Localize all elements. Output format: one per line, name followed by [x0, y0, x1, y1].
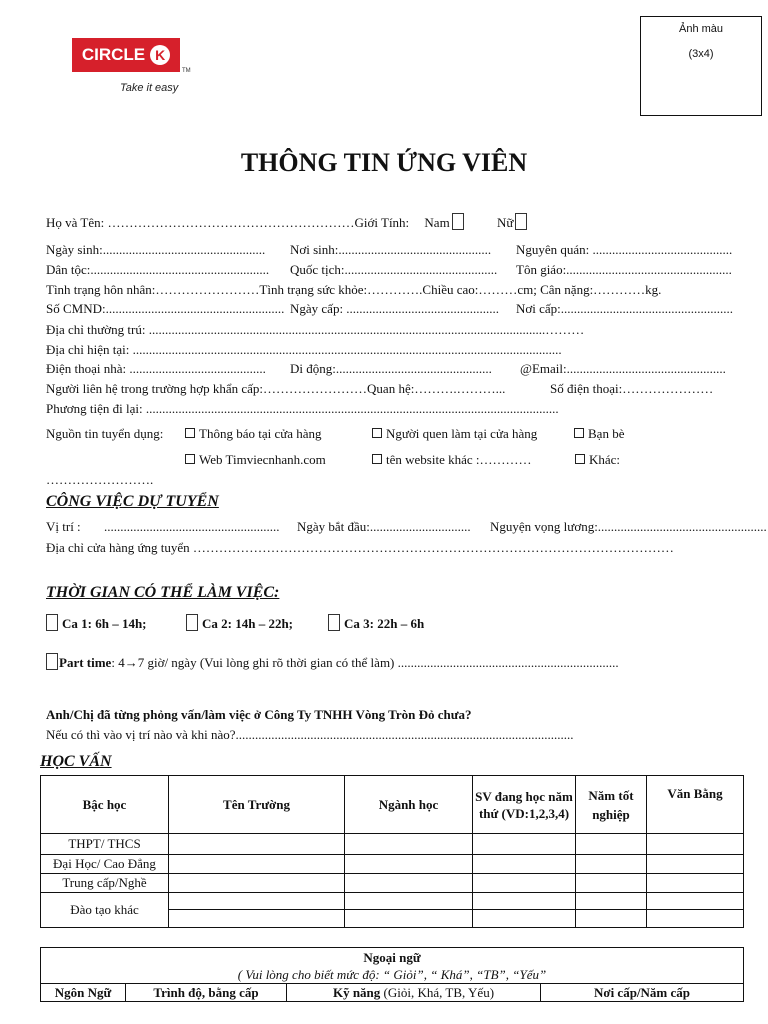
hometown-field[interactable]: Nguyên quán: ...........................................: [516, 242, 733, 257]
option-label: Khác:: [589, 452, 621, 467]
language-title-row: [41, 948, 744, 984]
option-label: Thông báo tại cửa hàng: [199, 426, 322, 441]
shift-2[interactable]: [186, 614, 293, 632]
emergency-contact-field[interactable]: Người liên hệ trong trường hợp khẩn cấp:……………………Quan hệ:……….………...: [46, 381, 506, 396]
home-phone-field[interactable]: Điện thoại nhà: ..........................................: [46, 361, 266, 376]
start-date-field[interactable]: Ngày bắt đầu:...............................: [297, 519, 471, 534]
col-grad: Năm tốt nghiệp: [576, 776, 647, 834]
shift-2-checkbox[interactable]: [186, 614, 198, 631]
mobile-field[interactable]: Di động:................................................: [290, 361, 492, 376]
cell[interactable]: [473, 874, 576, 893]
shift-label: Ca 1: 6h – 14h;: [62, 616, 147, 631]
cell[interactable]: [576, 893, 647, 910]
birthplace-field[interactable]: Nơi sinh:...............................................: [290, 242, 492, 257]
religion-field[interactable]: Tôn giáo:...................................................: [516, 262, 732, 277]
col-issued: Nơi cấp/Năm cấp: [541, 984, 744, 1002]
table-header-row: [41, 776, 744, 834]
page-title: THÔNG TIN ỨNG VIÊN: [240, 148, 528, 177]
current-address-field[interactable]: Địa chỉ hiện tại: ....................................................................................................................................: [46, 342, 562, 357]
position-field[interactable]: ......................................................: [104, 519, 280, 534]
cell[interactable]: [345, 893, 473, 910]
availability-heading: THỜI GIAN CÓ THỂ LÀM VIỆC:: [46, 584, 280, 601]
email-field[interactable]: @Email:.................................................: [520, 361, 726, 376]
cell[interactable]: [169, 893, 345, 910]
trademark-symbol: TM: [182, 68, 191, 74]
cell[interactable]: [345, 874, 473, 893]
table-row[interactable]: [41, 855, 744, 874]
cell[interactable]: [576, 834, 647, 855]
education-table: [40, 775, 744, 928]
shift-label: Ca 3: 22h – 6h: [344, 616, 425, 631]
level-cell: THPT/ THCS: [41, 834, 169, 855]
position-label: Vị trí :: [46, 519, 81, 534]
marital-health-row[interactable]: Tình trạng hôn nhân:……………………Tình trạng sức khỏe:………….Chiều cao:………cm; Cân nặng:…………kg.: [46, 282, 662, 297]
col-skill: [287, 984, 541, 1002]
cell[interactable]: [647, 834, 744, 855]
checkbox[interactable]: [185, 454, 195, 464]
female-label: Nữ: [496, 215, 514, 230]
source-other-field[interactable]: …………………….: [46, 472, 154, 487]
cell[interactable]: [345, 834, 473, 855]
ethnicity-field[interactable]: Dân tộc:.......................................................: [46, 262, 270, 277]
cell[interactable]: [576, 910, 647, 928]
cell[interactable]: [647, 910, 744, 928]
col-year: SV đang học năm thứ (VD:1,2,3,4): [473, 776, 576, 834]
photo-size: (3x4): [688, 48, 714, 60]
name-field-label: Họ và Tên: …………………………………………………Giới Tính:: [46, 215, 410, 230]
checkbox[interactable]: [575, 454, 585, 464]
male-checkbox[interactable]: [452, 213, 464, 230]
skill-label: Kỹ năng: [332, 984, 381, 1000]
job-heading: CÔNG VIỆC DỰ TUYỂN: [46, 493, 219, 510]
skill-scale: (Giỏi, Khá, TB, Yếu): [383, 984, 495, 1000]
part-time-row[interactable]: [46, 653, 619, 671]
shift-label: Ca 2: 14h – 22h;: [202, 616, 294, 631]
col-level: Bậc học: [41, 776, 169, 834]
checkbox[interactable]: [372, 428, 382, 438]
cell[interactable]: [473, 834, 576, 855]
cell[interactable]: [647, 874, 744, 893]
shift-3[interactable]: [328, 614, 424, 632]
cell[interactable]: [473, 893, 576, 910]
language-header-row: [41, 984, 744, 1002]
level-cell: Đại Học/ Cao Đẳng: [41, 855, 169, 874]
cell[interactable]: [473, 855, 576, 874]
checkbox[interactable]: [185, 428, 195, 438]
dob-field[interactable]: Ngày sinh:..................................................: [46, 242, 266, 257]
source-option-other-website[interactable]: [372, 452, 532, 468]
cell[interactable]: [345, 910, 473, 928]
part-time-label: Part time: [59, 655, 112, 670]
emergency-phone-field[interactable]: Số điện thoại:…………………: [550, 381, 714, 396]
source-option-web[interactable]: [185, 452, 326, 468]
cell[interactable]: [647, 855, 744, 874]
cell[interactable]: [576, 874, 647, 893]
id-number-field[interactable]: Số CMND:.......................................................: [46, 301, 285, 316]
cell[interactable]: [169, 834, 345, 855]
circle-k-logo: [72, 38, 191, 94]
prior-question: Anh/Chị đã từng phỏng vấn/làm việc ở Công Ty TNHH Vòng Tròn Đỏ chưa?: [46, 707, 472, 722]
language-title: Ngoại ngữ: [363, 949, 421, 965]
shift-1[interactable]: [46, 614, 147, 632]
cell[interactable]: [169, 855, 345, 874]
col-qualification: Trình độ, bằng cấp: [126, 984, 287, 1002]
id-issue-place-field[interactable]: Nơi cấp:.....................................................: [516, 301, 734, 316]
photo-label: Ảnh màu: [678, 23, 724, 35]
source-option-acquaintance[interactable]: [372, 426, 537, 442]
logo-badge: [72, 38, 180, 72]
cell[interactable]: [169, 910, 345, 928]
level-cell: Trung cấp/Nghề: [41, 874, 169, 893]
store-address-field[interactable]: Địa chỉ cửa hàng ứng tuyển …………………………………………………………………………………………………: [46, 540, 674, 555]
female-checkbox[interactable]: [515, 213, 527, 230]
cell[interactable]: [345, 855, 473, 874]
col-school: Tên Trường: [169, 776, 345, 834]
education-heading: HỌC VẤN: [40, 753, 112, 770]
male-label: Nam: [424, 215, 450, 230]
col-major: Ngành học: [345, 776, 473, 834]
part-time-text: : 4→7 giờ/ ngày (Vui lòng ghi rõ thời gian có thể làm) ....................................................................: [111, 655, 619, 670]
part-time-checkbox[interactable]: [46, 653, 58, 670]
checkbox[interactable]: [574, 428, 584, 438]
col-degree: Văn Bằng: [647, 776, 744, 834]
table-row[interactable]: [41, 834, 744, 855]
table-row[interactable]: [41, 874, 744, 893]
source-option-store[interactable]: [185, 426, 322, 442]
shift-1-checkbox[interactable]: [46, 614, 58, 631]
cell[interactable]: [576, 855, 647, 874]
cell[interactable]: [473, 910, 576, 928]
language-note: ( Vui lòng cho biết mức độ: “ Giỏi”, “ Khá”, “TB”, “Yếu”: [237, 966, 547, 982]
nationality-field[interactable]: Quốc tịch:...............................................: [290, 262, 498, 277]
permanent-address-field[interactable]: Địa chỉ thường trú: ..........................................................................................................................………: [46, 322, 585, 337]
option-label: Người quen làm tại cửa hàng: [386, 426, 538, 441]
photo-placeholder[interactable]: [640, 16, 762, 116]
logo-tagline: Take it easy: [120, 82, 179, 94]
option-label: tên website khác :…………: [386, 452, 532, 467]
prior-detail-field[interactable]: Nếu có thì vào vị trí nào và khi nào?........................................................................................................: [46, 727, 574, 742]
language-table: [40, 947, 744, 1002]
logo-k-mark: K: [150, 45, 170, 65]
logo-circle: CIRCLE: [81, 45, 146, 64]
name-gender-row[interactable]: [46, 213, 527, 231]
table-row[interactable]: [41, 893, 744, 910]
checkbox[interactable]: [372, 454, 382, 464]
option-label: Bạn bè: [588, 426, 625, 441]
language-title-cell: [41, 948, 744, 984]
shift-3-checkbox[interactable]: [328, 614, 340, 631]
transport-field[interactable]: Phương tiện đi lại: ...............................................................................................................................: [46, 401, 559, 416]
source-option-friends[interactable]: [574, 426, 624, 442]
cell[interactable]: [647, 893, 744, 910]
expected-salary-field[interactable]: Nguyện vọng lương:....................................................: [490, 519, 767, 534]
option-label: Web Timviecnhanh.com: [199, 452, 326, 467]
cell[interactable]: [169, 874, 345, 893]
level-cell: Đào tạo khác: [41, 893, 169, 928]
id-issue-date-field[interactable]: Ngày cấp: ...............................................: [290, 301, 500, 316]
col-language: Ngôn Ngữ: [41, 984, 126, 1002]
source-label: Nguồn tin tuyển dụng:: [46, 426, 164, 441]
source-option-other[interactable]: [575, 452, 620, 468]
